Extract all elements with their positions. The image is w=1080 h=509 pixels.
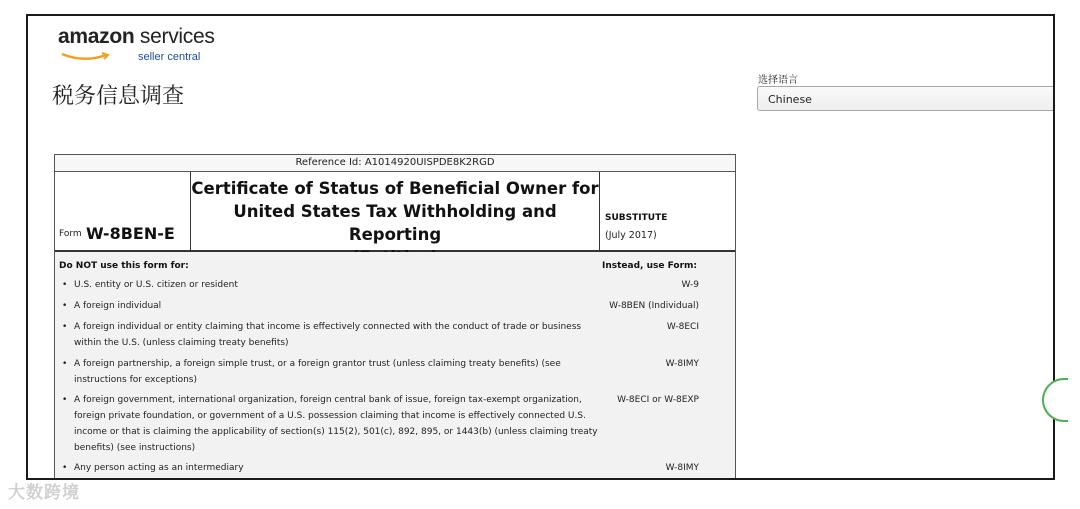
amazon-smile-icon [60, 51, 112, 63]
page-title: 税务信息调查 [52, 84, 185, 109]
form-date: (July 2017) [605, 230, 657, 241]
logo-sub: seller central [138, 51, 201, 63]
instead-use-header: Instead, use Form: [602, 261, 697, 271]
form-header [55, 172, 735, 252]
form-number-cell [55, 172, 191, 250]
form-title-line2: United States Tax Withholding and Reporting [233, 202, 557, 244]
language-label: 选择语言 [758, 75, 798, 86]
logo-brand-rest: services [134, 25, 215, 48]
w8bene-form [54, 154, 736, 480]
language-select[interactable]: Chinese [757, 86, 1055, 111]
logo-brand-bold: amazon [58, 25, 135, 48]
exclusion-table: Do NOT use this form for: Instead, use Form: • U.S. entity or U.S. citizen or resident W-9 • A foreign individual W-8BEN (Individual) • A foreign individual or entity claiming that income is effectively connected with the conduct of trade or business within the U.S. (unless claiming treaty benefits) W-8ECI • A foreign partnership, a foreign simple trust, or a foreign grantor trust (unless claiming treaty benefits) (see instructions for exceptions) W-8IMY • A foreign government, international organization, foreign central bank of issue, foreign tax-exempt organization, foreign private foundation, or government of a U.S. possession claiming that income is effectively connected U.S. income or that is claiming the applicability of section(s) 115(2), 501(c), 892, 895, or 1443(b) (unless claiming treaty benefits) (see instructions) W-8ECI or W-8EXP • Any person acting as an intermediary W-8IMY [55, 252, 735, 480]
substitute-cell [600, 172, 735, 250]
form-title-line1: Certificate of Status of Beneficial Owner for [191, 179, 599, 198]
watermark: 大数跨境 [8, 483, 80, 503]
form-title [191, 172, 600, 250]
substitute-label: SUBSTITUTE [605, 213, 668, 223]
form-number: W-8BEN-E [86, 224, 175, 243]
amazon-services-logo[interactable] [58, 25, 258, 69]
reference-id: Reference Id: A1014920UISPDE8K2RGD [55, 155, 735, 172]
form-label: Form [59, 229, 82, 239]
browser-frame [26, 14, 1055, 480]
do-not-use-header: Do NOT use this form for: [59, 261, 189, 271]
